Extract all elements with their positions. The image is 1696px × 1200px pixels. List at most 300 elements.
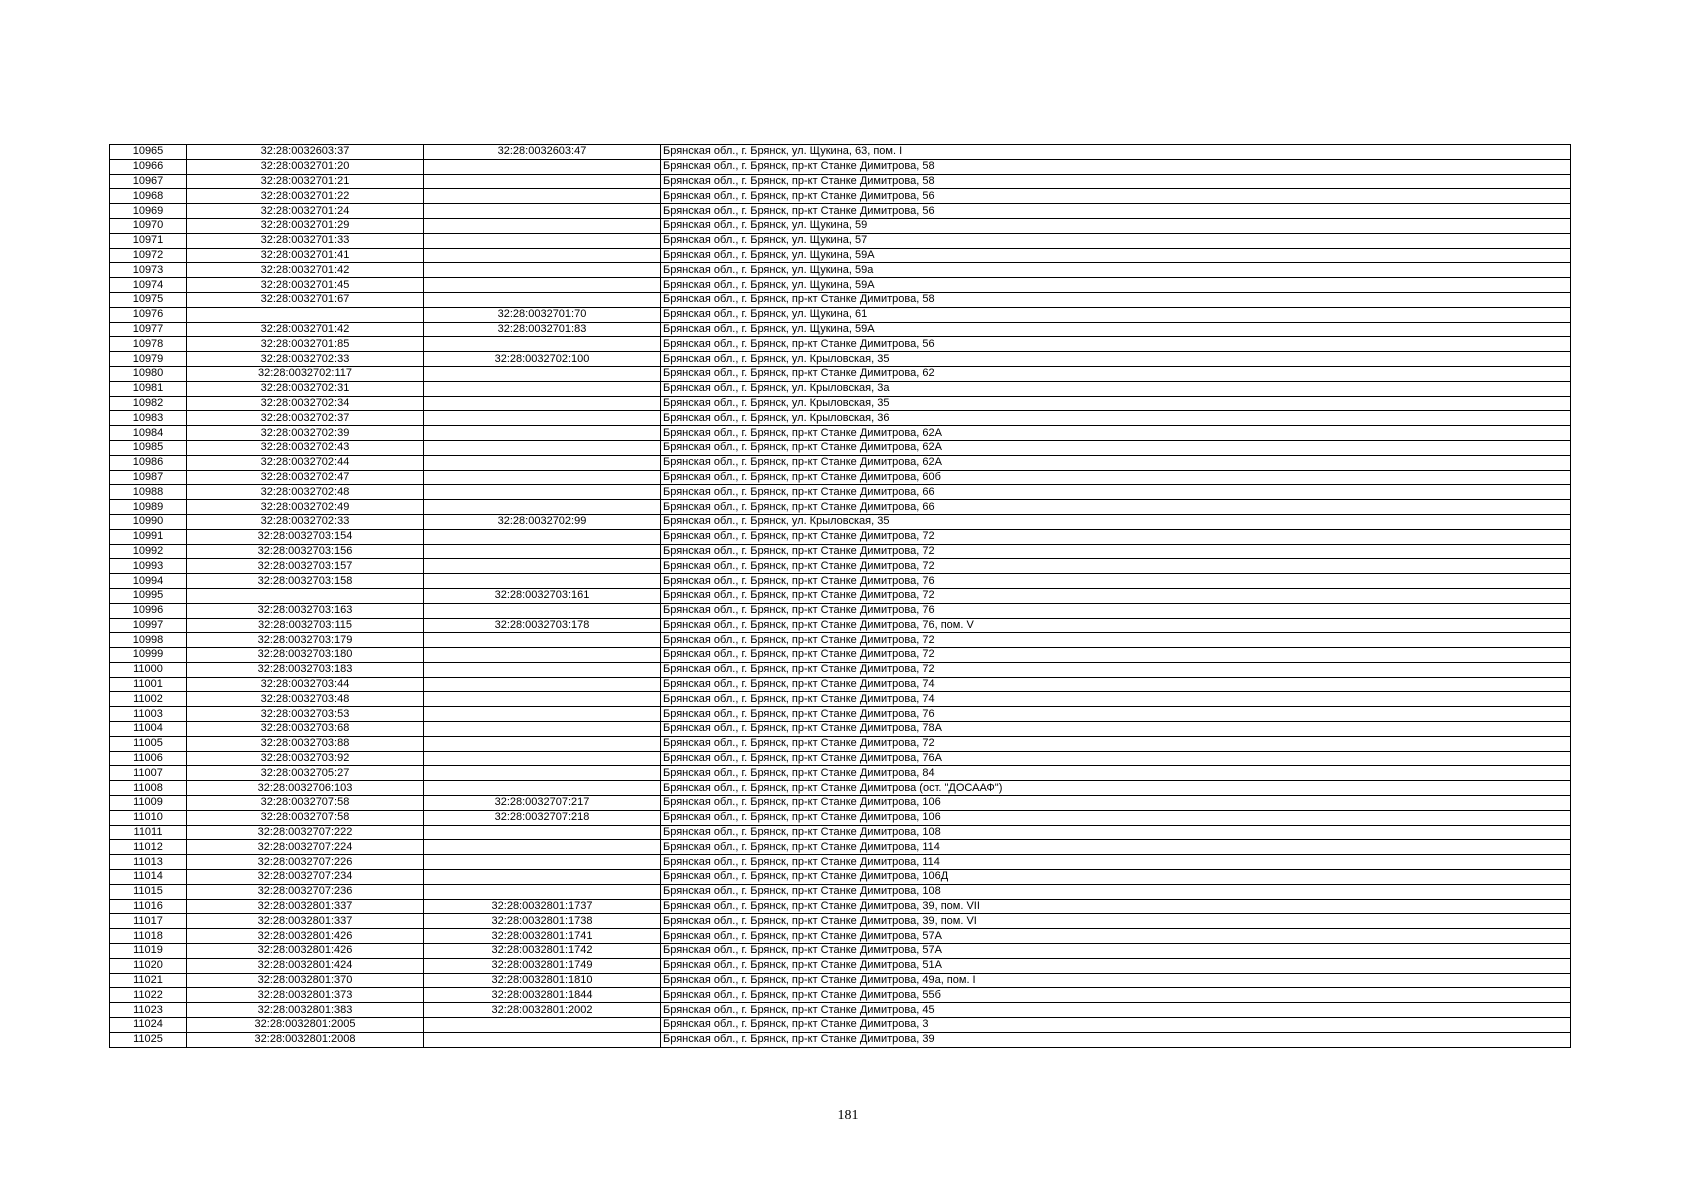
row-number-cell: 11025 bbox=[110, 1032, 187, 1047]
object-number-cell bbox=[424, 500, 661, 515]
object-number-cell bbox=[424, 544, 661, 559]
cadastral-number-cell: 32:28:0032703:179 bbox=[187, 633, 424, 648]
object-number-cell bbox=[424, 559, 661, 574]
object-number-cell: 32:28:0032701:70 bbox=[424, 307, 661, 322]
object-number-cell bbox=[424, 366, 661, 381]
row-number-cell: 10969 bbox=[110, 204, 187, 219]
address-cell: Брянская обл., г. Брянск, пр-кт Станке Димитрова, 58 bbox=[661, 159, 1571, 174]
row-number-cell: 10967 bbox=[110, 174, 187, 189]
table-row bbox=[110, 352, 1571, 367]
cadastral-number-cell: 32:28:0032701:67 bbox=[187, 292, 424, 307]
table-row bbox=[110, 574, 1571, 589]
address-cell: Брянская обл., г. Брянск, пр-кт Станке Димитрова, 49а, пом. I bbox=[661, 973, 1571, 988]
row-number-cell: 10988 bbox=[110, 485, 187, 500]
object-number-cell bbox=[424, 648, 661, 663]
address-cell: Брянская обл., г. Брянск, пр-кт Станке Димитрова, 39, пом. VI bbox=[661, 914, 1571, 929]
address-cell: Брянская обл., г. Брянск, пр-кт Станке Димитрова, 57А bbox=[661, 944, 1571, 959]
address-cell: Брянская обл., г. Брянск, ул. Щукина, 63, пом. I bbox=[661, 145, 1571, 160]
table-row bbox=[110, 677, 1571, 692]
cadastral-number-cell: 32:28:0032801:426 bbox=[187, 929, 424, 944]
address-cell: Брянская обл., г. Брянск, пр-кт Станке Димитрова, 62 bbox=[661, 366, 1571, 381]
cadastral-number-cell: 32:28:0032703:115 bbox=[187, 618, 424, 633]
object-number-cell bbox=[424, 337, 661, 352]
address-cell: Брянская обл., г. Брянск, ул. Крыловская, 35 bbox=[661, 352, 1571, 367]
table-row bbox=[110, 278, 1571, 293]
row-number-cell: 10991 bbox=[110, 529, 187, 544]
address-cell: Брянская обл., г. Брянск, ул. Щукина, 59А bbox=[661, 322, 1571, 337]
row-number-cell: 10965 bbox=[110, 145, 187, 160]
table-row bbox=[110, 514, 1571, 529]
object-number-cell bbox=[424, 707, 661, 722]
table-row bbox=[110, 855, 1571, 870]
table-row bbox=[110, 544, 1571, 559]
cadastral-number-cell: 32:28:0032702:37 bbox=[187, 411, 424, 426]
table-row bbox=[110, 662, 1571, 677]
object-number-cell bbox=[424, 1032, 661, 1047]
row-number-cell: 10978 bbox=[110, 337, 187, 352]
address-cell: Брянская обл., г. Брянск, ул. Щукина, 57 bbox=[661, 233, 1571, 248]
table-row bbox=[110, 218, 1571, 233]
table-row bbox=[110, 973, 1571, 988]
row-number-cell: 10979 bbox=[110, 352, 187, 367]
table-row bbox=[110, 440, 1571, 455]
object-number-cell: 32:28:0032801:1749 bbox=[424, 958, 661, 973]
cadastral-number-cell: 32:28:0032703:158 bbox=[187, 574, 424, 589]
object-number-cell: 32:28:0032801:1810 bbox=[424, 973, 661, 988]
table-row bbox=[110, 485, 1571, 500]
table-row bbox=[110, 840, 1571, 855]
address-cell: Брянская обл., г. Брянск, пр-кт Станке Димитрова, 106 bbox=[661, 810, 1571, 825]
table-row bbox=[110, 944, 1571, 959]
address-cell: Брянская обл., г. Брянск, ул. Щукина, 59А bbox=[661, 278, 1571, 293]
address-cell: Брянская обл., г. Брянск, пр-кт Станке Димитрова, 76 bbox=[661, 603, 1571, 618]
cadastral-number-cell: 32:28:0032801:383 bbox=[187, 1003, 424, 1018]
cadastral-number-cell: 32:28:0032701:42 bbox=[187, 263, 424, 278]
object-number-cell: 32:28:0032707:218 bbox=[424, 810, 661, 825]
cadastral-number-cell: 32:28:0032707:224 bbox=[187, 840, 424, 855]
cadastral-number-cell: 32:28:0032707:226 bbox=[187, 855, 424, 870]
row-number-cell: 10997 bbox=[110, 618, 187, 633]
table-row bbox=[110, 145, 1571, 160]
address-cell: Брянская обл., г. Брянск, ул. Щукина, 61 bbox=[661, 307, 1571, 322]
cadastral-number-cell: 32:28:0032801:337 bbox=[187, 914, 424, 929]
cadastral-number-cell: 32:28:0032707:222 bbox=[187, 825, 424, 840]
row-number-cell: 11016 bbox=[110, 899, 187, 914]
table-row bbox=[110, 455, 1571, 470]
object-number-cell bbox=[424, 692, 661, 707]
table-row bbox=[110, 766, 1571, 781]
row-number-cell: 10987 bbox=[110, 470, 187, 485]
object-number-cell bbox=[424, 603, 661, 618]
address-cell: Брянская обл., г. Брянск, пр-кт Станке Димитрова, 72 bbox=[661, 544, 1571, 559]
row-number-cell: 11014 bbox=[110, 870, 187, 885]
object-number-cell bbox=[424, 440, 661, 455]
row-number-cell: 11017 bbox=[110, 914, 187, 929]
cadastral-number-cell: 32:28:0032703:48 bbox=[187, 692, 424, 707]
row-number-cell: 11018 bbox=[110, 929, 187, 944]
table-row bbox=[110, 707, 1571, 722]
table-row bbox=[110, 529, 1571, 544]
table-row bbox=[110, 618, 1571, 633]
cadastral-number-cell: 32:28:0032702:117 bbox=[187, 366, 424, 381]
object-number-cell bbox=[424, 233, 661, 248]
table-row bbox=[110, 263, 1571, 278]
row-number-cell: 10982 bbox=[110, 396, 187, 411]
row-number-cell: 11021 bbox=[110, 973, 187, 988]
address-cell: Брянская обл., г. Брянск, пр-кт Станке Димитрова, 66 bbox=[661, 485, 1571, 500]
row-number-cell: 10977 bbox=[110, 322, 187, 337]
object-number-cell: 32:28:0032801:1741 bbox=[424, 929, 661, 944]
address-cell: Брянская обл., г. Брянск, пр-кт Станке Димитрова, 45 bbox=[661, 1003, 1571, 1018]
object-number-cell bbox=[424, 263, 661, 278]
cadastral-number-cell: 32:28:0032702:33 bbox=[187, 352, 424, 367]
object-number-cell bbox=[424, 633, 661, 648]
object-number-cell bbox=[424, 381, 661, 396]
object-number-cell bbox=[424, 825, 661, 840]
row-number-cell: 11008 bbox=[110, 781, 187, 796]
object-number-cell bbox=[424, 248, 661, 263]
row-number-cell: 10975 bbox=[110, 292, 187, 307]
table-row bbox=[110, 870, 1571, 885]
cadastral-number-cell: 32:28:0032707:234 bbox=[187, 870, 424, 885]
table-row bbox=[110, 204, 1571, 219]
cadastral-number-cell: 32:28:0032707:236 bbox=[187, 884, 424, 899]
address-cell: Брянская обл., г. Брянск, пр-кт Станке Димитрова, 3 bbox=[661, 1018, 1571, 1033]
table-row bbox=[110, 692, 1571, 707]
address-cell: Брянская обл., г. Брянск, пр-кт Станке Димитрова, 72 bbox=[661, 559, 1571, 574]
cadastral-number-cell: 32:28:0032702:33 bbox=[187, 514, 424, 529]
cadastral-number-cell bbox=[187, 588, 424, 603]
object-number-cell bbox=[424, 677, 661, 692]
table-row bbox=[110, 396, 1571, 411]
row-number-cell: 11006 bbox=[110, 751, 187, 766]
address-cell: Брянская обл., г. Брянск, пр-кт Станке Димитрова, 76А bbox=[661, 751, 1571, 766]
row-number-cell: 10966 bbox=[110, 159, 187, 174]
table-row bbox=[110, 159, 1571, 174]
table-row bbox=[110, 233, 1571, 248]
object-number-cell bbox=[424, 411, 661, 426]
row-number-cell: 10970 bbox=[110, 218, 187, 233]
cadastral-number-cell: 32:28:0032703:92 bbox=[187, 751, 424, 766]
object-number-cell bbox=[424, 159, 661, 174]
address-cell: Брянская обл., г. Брянск, пр-кт Станке Димитрова, 58 bbox=[661, 174, 1571, 189]
table-row bbox=[110, 366, 1571, 381]
row-number-cell: 11003 bbox=[110, 707, 187, 722]
table-row bbox=[110, 470, 1571, 485]
address-cell: Брянская обл., г. Брянск, ул. Крыловская, 3а bbox=[661, 381, 1571, 396]
table-row bbox=[110, 914, 1571, 929]
address-cell: Брянская обл., г. Брянск, пр-кт Станке Димитрова, 74 bbox=[661, 692, 1571, 707]
cadastral-number-cell: 32:28:0032707:58 bbox=[187, 796, 424, 811]
cadastral-number-cell: 32:28:0032703:53 bbox=[187, 707, 424, 722]
object-number-cell bbox=[424, 574, 661, 589]
row-number-cell: 10972 bbox=[110, 248, 187, 263]
row-number-cell: 11011 bbox=[110, 825, 187, 840]
table-row bbox=[110, 884, 1571, 899]
cadastral-number-cell: 32:28:0032703:88 bbox=[187, 736, 424, 751]
table-row bbox=[110, 174, 1571, 189]
cadastral-number-cell: 32:28:0032603:37 bbox=[187, 145, 424, 160]
table-row bbox=[110, 810, 1571, 825]
address-cell: Брянская обл., г. Брянск, пр-кт Станке Димитрова, 76 bbox=[661, 574, 1571, 589]
cadastral-number-cell: 32:28:0032801:426 bbox=[187, 944, 424, 959]
address-cell: Брянская обл., г. Брянск, пр-кт Станке Димитрова, 58 bbox=[661, 292, 1571, 307]
cadastral-number-cell bbox=[187, 307, 424, 322]
address-cell: Брянская обл., г. Брянск, пр-кт Станке Димитрова, 62А bbox=[661, 455, 1571, 470]
address-cell: Брянская обл., г. Брянск, пр-кт Станке Димитрова, 62А bbox=[661, 426, 1571, 441]
row-number-cell: 11009 bbox=[110, 796, 187, 811]
cadastral-number-cell: 32:28:0032801:370 bbox=[187, 973, 424, 988]
table-row bbox=[110, 825, 1571, 840]
table-row bbox=[110, 648, 1571, 663]
row-number-cell: 10980 bbox=[110, 366, 187, 381]
address-cell: Брянская обл., г. Брянск, пр-кт Станке Димитрова, 106Д bbox=[661, 870, 1571, 885]
table-row bbox=[110, 796, 1571, 811]
cadastral-number-cell: 32:28:0032702:34 bbox=[187, 396, 424, 411]
address-cell: Брянская обл., г. Брянск, ул. Крыловская, 36 bbox=[661, 411, 1571, 426]
table-row bbox=[110, 322, 1571, 337]
object-number-cell bbox=[424, 470, 661, 485]
table-row bbox=[110, 426, 1571, 441]
row-number-cell: 10998 bbox=[110, 633, 187, 648]
address-cell: Брянская обл., г. Брянск, пр-кт Станке Димитрова, 57А bbox=[661, 929, 1571, 944]
address-cell: Брянская обл., г. Брянск, пр-кт Станке Димитрова, 60б bbox=[661, 470, 1571, 485]
object-number-cell bbox=[424, 174, 661, 189]
object-number-cell bbox=[424, 455, 661, 470]
object-number-cell bbox=[424, 855, 661, 870]
cadastral-number-cell: 32:28:0032703:163 bbox=[187, 603, 424, 618]
row-number-cell: 10990 bbox=[110, 514, 187, 529]
object-number-cell bbox=[424, 1018, 661, 1033]
address-cell: Брянская обл., г. Брянск, пр-кт Станке Димитрова, 55б bbox=[661, 988, 1571, 1003]
object-number-cell: 32:28:0032703:178 bbox=[424, 618, 661, 633]
address-cell: Брянская обл., г. Брянск, пр-кт Станке Димитрова, 72 bbox=[661, 588, 1571, 603]
table-row bbox=[110, 899, 1571, 914]
row-number-cell: 11002 bbox=[110, 692, 187, 707]
address-cell: Брянская обл., г. Брянск, пр-кт Станке Димитрова, 56 bbox=[661, 337, 1571, 352]
object-number-cell: 32:28:0032701:83 bbox=[424, 322, 661, 337]
registry-table-body bbox=[110, 145, 1571, 1048]
cadastral-number-cell: 32:28:0032705:27 bbox=[187, 766, 424, 781]
object-number-cell: 32:28:0032801:1737 bbox=[424, 899, 661, 914]
table-row bbox=[110, 411, 1571, 426]
address-cell: Брянская обл., г. Брянск, пр-кт Станке Димитрова, 78А bbox=[661, 722, 1571, 737]
address-cell: Брянская обл., г. Брянск, пр-кт Станке Димитрова, 66 bbox=[661, 500, 1571, 515]
table-row bbox=[110, 1003, 1571, 1018]
cadastral-number-cell: 32:28:0032801:2005 bbox=[187, 1018, 424, 1033]
object-number-cell bbox=[424, 662, 661, 677]
address-cell: Брянская обл., г. Брянск, ул. Крыловская, 35 bbox=[661, 514, 1571, 529]
table-row bbox=[110, 292, 1571, 307]
cadastral-number-cell: 32:28:0032702:43 bbox=[187, 440, 424, 455]
cadastral-number-cell: 32:28:0032702:48 bbox=[187, 485, 424, 500]
row-number-cell: 11001 bbox=[110, 677, 187, 692]
page-number: 181 bbox=[837, 1108, 859, 1123]
cadastral-number-cell: 32:28:0032703:68 bbox=[187, 722, 424, 737]
table-row bbox=[110, 929, 1571, 944]
address-cell: Брянская обл., г. Брянск, пр-кт Станке Димитрова, 76, пом. V bbox=[661, 618, 1571, 633]
table-row bbox=[110, 1018, 1571, 1033]
row-number-cell: 10984 bbox=[110, 426, 187, 441]
cadastral-number-cell: 32:28:0032703:154 bbox=[187, 529, 424, 544]
object-number-cell: 32:28:0032703:161 bbox=[424, 588, 661, 603]
cadastral-number-cell: 32:28:0032703:44 bbox=[187, 677, 424, 692]
cadastral-number-cell: 32:28:0032703:157 bbox=[187, 559, 424, 574]
table-row bbox=[110, 307, 1571, 322]
row-number-cell: 10989 bbox=[110, 500, 187, 515]
table-row bbox=[110, 500, 1571, 515]
object-number-cell bbox=[424, 204, 661, 219]
row-number-cell: 11000 bbox=[110, 662, 187, 677]
row-number-cell: 11012 bbox=[110, 840, 187, 855]
object-number-cell bbox=[424, 781, 661, 796]
address-cell: Брянская обл., г. Брянск, пр-кт Станке Димитрова, 76 bbox=[661, 707, 1571, 722]
object-number-cell bbox=[424, 278, 661, 293]
cadastral-number-cell: 32:28:0032702:44 bbox=[187, 455, 424, 470]
cadastral-number-cell: 32:28:0032701:24 bbox=[187, 204, 424, 219]
object-number-cell: 32:28:0032707:217 bbox=[424, 796, 661, 811]
object-number-cell bbox=[424, 529, 661, 544]
table-row bbox=[110, 189, 1571, 204]
object-number-cell: 32:28:0032801:1738 bbox=[424, 914, 661, 929]
object-number-cell bbox=[424, 736, 661, 751]
table-row bbox=[110, 603, 1571, 618]
address-cell: Брянская обл., г. Брянск, пр-кт Станке Димитрова, 39, пом. VII bbox=[661, 899, 1571, 914]
object-number-cell bbox=[424, 766, 661, 781]
object-number-cell bbox=[424, 840, 661, 855]
address-cell: Брянская обл., г. Брянск, пр-кт Станке Димитрова, 51А bbox=[661, 958, 1571, 973]
address-cell: Брянская обл., г. Брянск, пр-кт Станке Димитрова, 108 bbox=[661, 884, 1571, 899]
cadastral-number-cell: 32:28:0032801:2008 bbox=[187, 1032, 424, 1047]
row-number-cell: 10968 bbox=[110, 189, 187, 204]
cadastral-number-cell: 32:28:0032801:424 bbox=[187, 958, 424, 973]
object-number-cell bbox=[424, 189, 661, 204]
row-number-cell: 11005 bbox=[110, 736, 187, 751]
object-number-cell bbox=[424, 218, 661, 233]
address-cell: Брянская обл., г. Брянск, пр-кт Станке Димитрова, 72 bbox=[661, 529, 1571, 544]
cadastral-number-cell: 32:28:0032706:103 bbox=[187, 781, 424, 796]
address-cell: Брянская обл., г. Брянск, ул. Щукина, 59а bbox=[661, 263, 1571, 278]
cadastral-number-cell: 32:28:0032703:183 bbox=[187, 662, 424, 677]
cadastral-number-cell: 32:28:0032702:47 bbox=[187, 470, 424, 485]
cadastral-number-cell: 32:28:0032702:39 bbox=[187, 426, 424, 441]
cadastral-number-cell: 32:28:0032703:180 bbox=[187, 648, 424, 663]
cadastral-number-cell: 32:28:0032701:22 bbox=[187, 189, 424, 204]
table-row bbox=[110, 1032, 1571, 1047]
cadastral-number-cell: 32:28:0032702:31 bbox=[187, 381, 424, 396]
address-cell: Брянская обл., г. Брянск, пр-кт Станке Димитрова, 106 bbox=[661, 796, 1571, 811]
object-number-cell: 32:28:0032801:2002 bbox=[424, 1003, 661, 1018]
row-number-cell: 10999 bbox=[110, 648, 187, 663]
object-number-cell: 32:28:0032702:100 bbox=[424, 352, 661, 367]
row-number-cell: 10976 bbox=[110, 307, 187, 322]
table-row bbox=[110, 722, 1571, 737]
table-row bbox=[110, 958, 1571, 973]
table-row bbox=[110, 588, 1571, 603]
table-row bbox=[110, 988, 1571, 1003]
row-number-cell: 10981 bbox=[110, 381, 187, 396]
row-number-cell: 11023 bbox=[110, 1003, 187, 1018]
row-number-cell: 10974 bbox=[110, 278, 187, 293]
row-number-cell: 11024 bbox=[110, 1018, 187, 1033]
cadastral-number-cell: 32:28:0032707:58 bbox=[187, 810, 424, 825]
row-number-cell: 11010 bbox=[110, 810, 187, 825]
cadastral-number-cell: 32:28:0032701:21 bbox=[187, 174, 424, 189]
table-row bbox=[110, 751, 1571, 766]
row-number-cell: 10995 bbox=[110, 588, 187, 603]
object-number-cell bbox=[424, 722, 661, 737]
registry-table bbox=[109, 144, 1571, 1048]
object-number-cell bbox=[424, 292, 661, 307]
cadastral-number-cell: 32:28:0032801:373 bbox=[187, 988, 424, 1003]
address-cell: Брянская обл., г. Брянск, пр-кт Станке Димитрова (ост. "ДОСААФ") bbox=[661, 781, 1571, 796]
table-row bbox=[110, 381, 1571, 396]
row-number-cell: 11004 bbox=[110, 722, 187, 737]
document-sheet bbox=[109, 144, 1571, 1048]
address-cell: Брянская обл., г. Брянск, пр-кт Станке Димитрова, 114 bbox=[661, 840, 1571, 855]
row-number-cell: 11007 bbox=[110, 766, 187, 781]
object-number-cell bbox=[424, 751, 661, 766]
address-cell: Брянская обл., г. Брянск, пр-кт Станке Димитрова, 39 bbox=[661, 1032, 1571, 1047]
row-number-cell: 11019 bbox=[110, 944, 187, 959]
address-cell: Брянская обл., г. Брянск, пр-кт Станке Димитрова, 72 bbox=[661, 648, 1571, 663]
row-number-cell: 10992 bbox=[110, 544, 187, 559]
object-number-cell bbox=[424, 884, 661, 899]
row-number-cell: 10971 bbox=[110, 233, 187, 248]
object-number-cell bbox=[424, 426, 661, 441]
address-cell: Брянская обл., г. Брянск, ул. Щукина, 59А bbox=[661, 248, 1571, 263]
table-row bbox=[110, 781, 1571, 796]
row-number-cell: 10993 bbox=[110, 559, 187, 574]
object-number-cell: 32:28:0032603:47 bbox=[424, 145, 661, 160]
row-number-cell: 10996 bbox=[110, 603, 187, 618]
address-cell: Брянская обл., г. Брянск, пр-кт Станке Димитрова, 74 bbox=[661, 677, 1571, 692]
cadastral-number-cell: 32:28:0032701:20 bbox=[187, 159, 424, 174]
cadastral-number-cell: 32:28:0032701:45 bbox=[187, 278, 424, 293]
cadastral-number-cell: 32:28:0032701:29 bbox=[187, 218, 424, 233]
object-number-cell: 32:28:0032801:1844 bbox=[424, 988, 661, 1003]
address-cell: Брянская обл., г. Брянск, пр-кт Станке Димитрова, 114 bbox=[661, 855, 1571, 870]
row-number-cell: 11020 bbox=[110, 958, 187, 973]
row-number-cell: 10973 bbox=[110, 263, 187, 278]
table-row bbox=[110, 248, 1571, 263]
object-number-cell bbox=[424, 396, 661, 411]
row-number-cell: 10985 bbox=[110, 440, 187, 455]
object-number-cell: 32:28:0032801:1742 bbox=[424, 944, 661, 959]
address-cell: Брянская обл., г. Брянск, пр-кт Станке Димитрова, 84 bbox=[661, 766, 1571, 781]
cadastral-number-cell: 32:28:0032702:49 bbox=[187, 500, 424, 515]
cadastral-number-cell: 32:28:0032701:41 bbox=[187, 248, 424, 263]
address-cell: Брянская обл., г. Брянск, пр-кт Станке Димитрова, 72 bbox=[661, 633, 1571, 648]
address-cell: Брянская обл., г. Брянск, ул. Крыловская, 35 bbox=[661, 396, 1571, 411]
address-cell: Брянская обл., г. Брянск, пр-кт Станке Димитрова, 72 bbox=[661, 736, 1571, 751]
address-cell: Брянская обл., г. Брянск, ул. Щукина, 59 bbox=[661, 218, 1571, 233]
address-cell: Брянская обл., г. Брянск, пр-кт Станке Димитрова, 72 bbox=[661, 662, 1571, 677]
address-cell: Брянская обл., г. Брянск, пр-кт Станке Димитрова, 108 bbox=[661, 825, 1571, 840]
table-row bbox=[110, 633, 1571, 648]
cadastral-number-cell: 32:28:0032701:42 bbox=[187, 322, 424, 337]
row-number-cell: 11015 bbox=[110, 884, 187, 899]
cadastral-number-cell: 32:28:0032703:156 bbox=[187, 544, 424, 559]
address-cell: Брянская обл., г. Брянск, пр-кт Станке Димитрова, 62А bbox=[661, 440, 1571, 455]
row-number-cell: 11022 bbox=[110, 988, 187, 1003]
row-number-cell: 10986 bbox=[110, 455, 187, 470]
cadastral-number-cell: 32:28:0032801:337 bbox=[187, 899, 424, 914]
table-row bbox=[110, 559, 1571, 574]
object-number-cell bbox=[424, 870, 661, 885]
table-row bbox=[110, 736, 1571, 751]
row-number-cell: 11013 bbox=[110, 855, 187, 870]
